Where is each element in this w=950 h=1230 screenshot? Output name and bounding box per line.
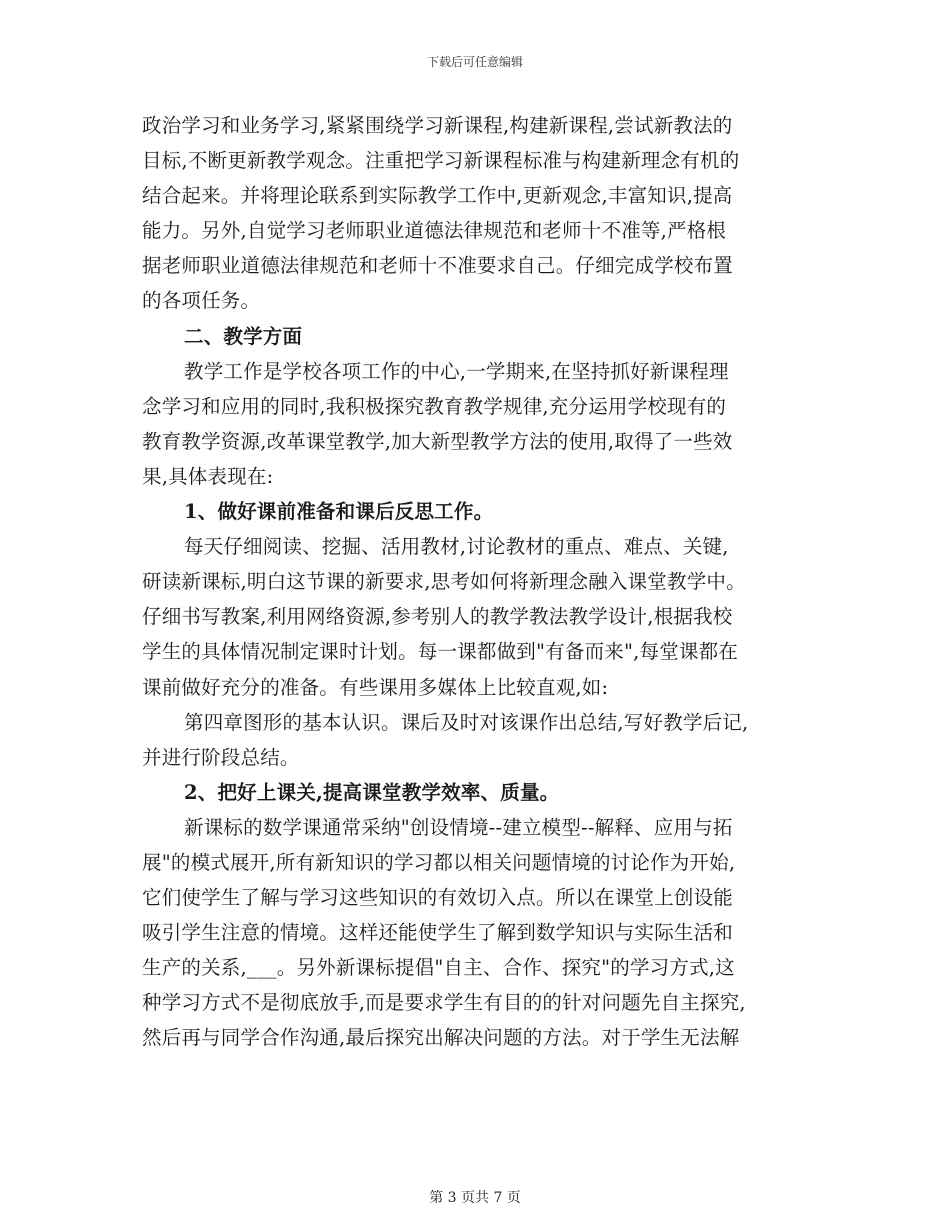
text-line: 研读新课标,明白这节课的新要求,思考如何将新理念融入课堂教学中。: [142, 570, 746, 594]
text-line: 它们使学生了解与学习这些知识的有效切入点。所以在课堂上创设能: [142, 886, 734, 910]
text-line: 教育教学资源,改革课堂教学,加大新型教学方法的使用,取得了一些效: [142, 429, 733, 453]
text-line: 目标,不断更新教学观念。注重把学习新课程标准与构建新理念有机的: [142, 149, 740, 173]
body-text: [142, 108, 822, 1056]
text-line: 种学习方式不是彻底放手,而是要求学生有目的的针对问题先自主探究,: [142, 991, 746, 1015]
page-footer: 第 3 页共 7 页: [429, 1190, 521, 1206]
subsection-heading: 2、把好上课关,提高课堂教学效率、质量。: [184, 780, 560, 804]
text-line: 的各项任务。: [142, 289, 261, 313]
text-line: 第四章图形的基本认识。课后及时对该课作出总结,写好教学后记,: [184, 710, 749, 734]
text-line: 政治学习和业务学习,紧紧围绕学习新课程,构建新课程,尝试新教法的: [142, 114, 733, 137]
text-line: 并进行阶段总结。: [142, 745, 300, 769]
text-line: 学生的具体情况制定课时计划。每一课都做到"有备而来",每堂课都在: [142, 640, 739, 664]
text-line: 结合起来。并将理论联系到实际教学工作中,更新观念,丰富知识,提高: [142, 184, 733, 208]
text-line: 新课标的数学课通常采纳"创设情境--建立模型--解释、应用与拓: [184, 815, 733, 839]
text-line: 展"的模式展开,所有新知识的学习都以相关问题情境的讨论作为开始,: [142, 850, 736, 874]
text-line: 课前做好充分的准备。有些课用多媒体上比较直观,如:: [142, 675, 609, 699]
subsection-heading: 1、做好课前准备和课后反思工作。: [184, 500, 494, 524]
text-line: 果,具体表现在:: [142, 464, 274, 488]
text-line: 然后再与同学合作沟通,最后探究出解决问题的方法。对于学生无法解: [142, 1026, 740, 1050]
text-line: 生产的关系,___。另外新课标提倡"自主、合作、探究"的学习方式,这: [142, 956, 735, 980]
text-line: 每天仔细阅读、挖掘、活用教材,讨论教材的重点、难点、关键,: [184, 535, 729, 559]
text-line: 能力。另外,自觉学习老师职业道德法律规范和老师十不准等,严格根: [142, 219, 727, 243]
text-line: 念学习和应用的同时,我积极探究教育教学规律,充分运用学校现有的: [142, 394, 727, 418]
section-heading: 二、教学方面: [184, 324, 303, 348]
text-line: 教学工作是学校各项工作的中心,一学期来,在坚持抓好新课程理: [184, 359, 729, 383]
text-line: 据老师职业道德法律规范和老师十不准要求自己。仔细完成学校布置: [142, 254, 734, 278]
page-header: 下载后可任意编辑: [426, 55, 523, 69]
text-line: 仔细书写教案,利用网络资源,参考别人的教学教法教学设计,根据我校: [142, 605, 733, 629]
text-line: 吸引学生注意的情境。这样还能使学生了解到数学知识与实际生活和: [142, 921, 734, 945]
